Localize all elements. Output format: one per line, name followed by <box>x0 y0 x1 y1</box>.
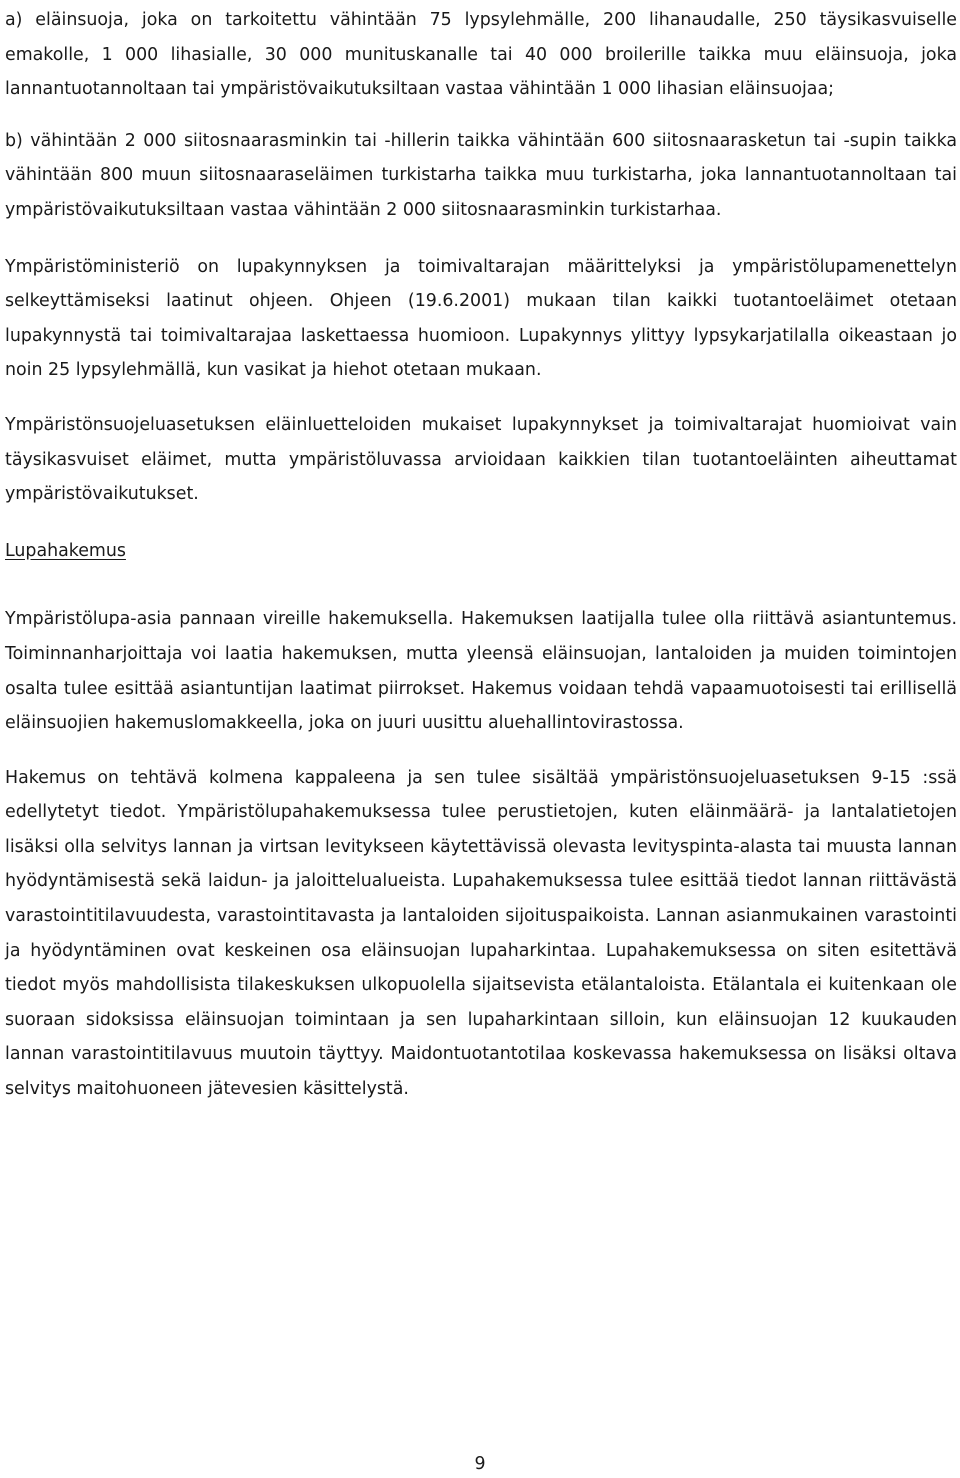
paragraph-item-a: a) eläinsuoja, joka on tarkoitettu vähintään 75 lypsylehmälle, 200 lihanaudalle, 250 täysikasvuiselle emakolle, 1 000 lihasialle, 30 000 munituskanalle tai 40 000 broilerille taikka muu eläinsuoja, joka lannantuotannoltaan tai ympäristövaikutuksiltaan vastaa vähintään 1 000 lihasian eläinsuojaa; <box>5 10 957 100</box>
paragraph-decree-thresholds: Ympäristönsuojeluasetuksen eläinluetteloiden mukaiset lupakynnykset ja toimivaltarajat huomioivat vain täysikasvuiset eläimet, mutta ympäristöluvassa arvioidaan kaikkien tilan tuotantoeläinten aiheuttamat ympäristövaikutukset. <box>5 414 957 505</box>
paragraph-ministry-guidance: Ympäristöministeriö on lupakynnyksen ja toimivaltarajan määrittelyksi ja ympäristölupamenettelyn selkeyttämiseksi laatinut ohjeen. Ohjeen (19.6.2001) mukaan tilan kaikki tuotantoeläimet otetaan lupakynnystä tai toimivaltarajaa laskettaessa huomioon. Lupakynnys ylittyy lypsykarjatilalla oikeastaan jo noin 25 lypsylehmällä, kun vasikat ja hiehot otetaan mukaan. <box>5 256 957 381</box>
paragraph-item-b: b) vähintään 2 000 siitosnaarasminkin tai -hillerin taikka vähintään 600 siitosnaarasketun tai -supin taikka vähintään 800 muun siitosnaaraseläimen turkistarha taikka muu turkistarha, joka lannantuotannoltaan tai ympäristövaikutuksiltaan vastaa vähintään 2 000 siitosnaarasminkin turkistarhaa. <box>5 130 957 220</box>
document-body <box>5 3 957 1107</box>
paragraph-application: Ympäristölupa-asia pannaan vireille hakemuksella. Hakemuksen laatijalla tulee olla riittävä asiantuntemus. Toiminnanharjoittaja voi laatia hakemuksen, mutta yleensä eläinsuojan, lantaloiden ja muiden toimintojen osalta tulee esittää asiantuntijan laatimat piirrokset. Hakemus voidaan tehdä vapaamuotoisesti tai erillisellä eläinsuojien hakemuslomakkeella, joka on juuri uusittu aluehallintovirastossa. <box>5 609 957 734</box>
section-heading-text: Lupahakemus <box>5 540 126 561</box>
page-number: 9 <box>474 1454 486 1474</box>
paragraph-application-contents: Hakemus on tehtävä kolmena kappaleena ja sen tulee sisältää ympäristönsuojeluasetuksen 9-15 :ssä edellytetyt tiedot. Ympäristölupahakemuksessa tulee perustietojen, kuten eläinmäärä- ja lantalatietojen lisäksi olla selvitys lannan ja virtsan levitykseen käytettävissä olevasta levityspinta-alasta tai muusta lannan hyödyntämisestä sekä laidun- ja jaloittelualueista. Lupahakemuksessa tulee esittää tiedot lannan riittävästä varastointitilavuudesta, varastointitavasta ja lantaloiden sijoituspaikoista. Lannan asianmukainen varastointi ja hyödyntäminen ovat keskeinen osa eläinsuojan lupaharkintaa. Lupahakemuksessa on siten esitettävä tiedot myös mahdollisista tilakeskuksen ulkopuolella sijaitsevista etälantaloista. Etälantala ei kuitenkaan ole suoraan sidoksissa eläinsuojan toimintaan ja sen lupaharkintaan silloin, kun eläinsuojan 12 kuukauden lannan varastointitilavuus muutoin täyttyy. Maidontuotantotilaa koskevassa hakemuksessa on lisäksi oltava selvitys maitohuoneen jätevesien käsittelystä. <box>5 767 957 1100</box>
section-heading <box>5 534 957 569</box>
